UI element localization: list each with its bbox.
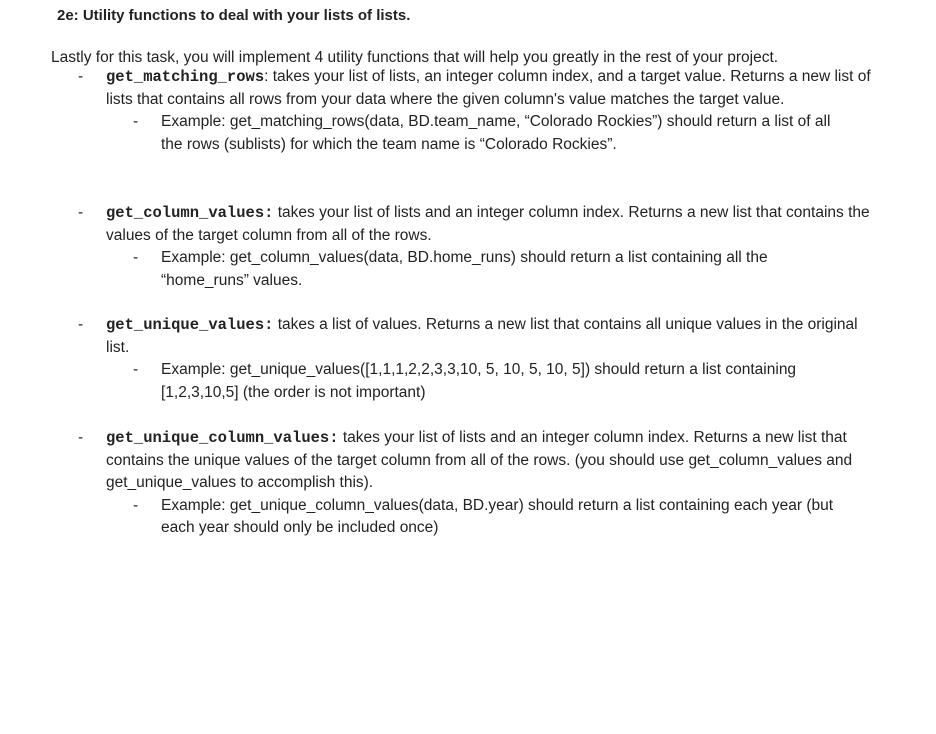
example-item [133,359,850,404]
item-body [106,427,878,495]
function-description: takes your list of lists and an integer column index. Returns a new list that contains the values of the target column from all of the rows. [106,204,870,244]
item-body [106,314,878,359]
list-item [78,314,878,404]
example-text: Example: get_unique_column_values(data, BD.year) should return a list containing each year (but each year should only be included once) [161,496,834,536]
bullet-dash: - [78,316,84,333]
item-body [106,202,878,247]
bullet-dash: - [133,113,139,130]
bullet-dash: - [133,361,139,378]
example-item [133,247,850,292]
intro-paragraph: Lastly for this task, you will implement 4 utility functions that will help you greatly in the rest of your project. [51,49,779,66]
function-name: get_unique_column_values: [106,429,339,447]
function-name: get_column_values: [106,204,274,222]
bullet-dash: - [133,249,139,266]
bullet-dash: - [78,68,84,85]
list-item [78,202,878,292]
bullet-dash: - [133,496,139,514]
list-item [78,427,878,540]
example-text: Example: get_unique_values([1,1,1,2,2,3,3,10, 5, 10, 5, 10, 5]) should return a list containing [1,2,3,10,5] (the order is not important) [161,361,797,401]
function-description: : takes your list of lists, an integer column index, and a target value. Returns a new list of lists that contains all rows from your data where the given column's value matches the target value. [106,68,871,108]
bullet-dash: - [78,429,84,446]
list-item [78,66,878,156]
example-item [133,495,850,540]
bullet-dash: - [78,204,84,221]
example-item [133,111,850,156]
section-heading: 2e: Utility functions to deal with your lists of lists. [57,7,411,24]
function-name: get_unique_values: [106,316,274,334]
example-text: Example: get_matching_rows(data, BD.team_name, “Colorado Rockies”) should return a list of all the rows (sublists) for which the team name is “Colorado Rockies”. [161,113,831,153]
example-text: Example: get_column_values(data, BD.home_runs) should return a list containing all the “home_runs” values. [161,249,768,289]
item-body [106,66,878,111]
function-name: get_matching_rows [106,68,265,86]
function-description: takes a list of values. Returns a new list that contains all unique values in the original list. [106,316,858,356]
function-description: takes your list of lists and an integer column index. Returns a new list that contains the unique values of the target column from all of the rows. (you should use get_column_values and get_unique_values to accomplish this). [106,429,853,491]
